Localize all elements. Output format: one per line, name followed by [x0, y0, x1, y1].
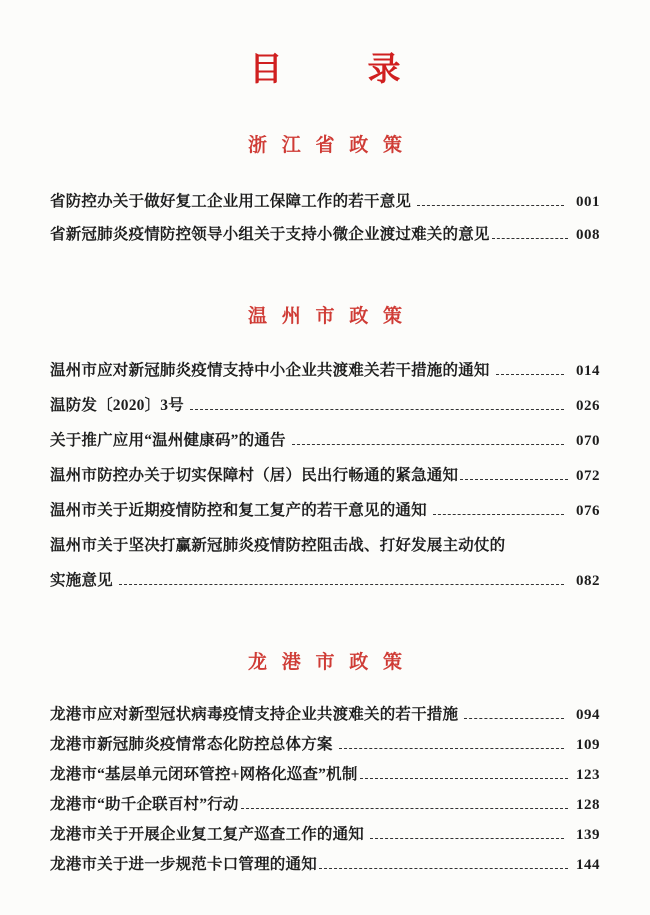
toc-entry-page: 070	[576, 433, 600, 450]
leader-dots	[417, 205, 564, 206]
toc-entry-page: 139	[576, 827, 600, 844]
toc-entry-page: 076	[576, 503, 600, 520]
leader-dots	[370, 838, 564, 839]
toc-entry-page: 014	[576, 363, 600, 380]
toc-entry-title: 龙港市应对新型冠状病毒疫情支持企业共渡难关的若干措施	[50, 706, 459, 724]
toc-entry-page: 072	[576, 468, 600, 485]
leader-dots	[464, 718, 564, 719]
toc-entry[interactable]	[50, 393, 600, 428]
toc-entry-page: 001	[576, 194, 600, 211]
entry-group-zhejiang	[50, 189, 600, 255]
toc-entry[interactable]	[50, 852, 600, 882]
toc-entry-page: 144	[576, 857, 600, 874]
leader-dots	[360, 778, 568, 779]
toc-entry-title: 龙港市关于开展企业复工复产巡查工作的通知	[50, 826, 365, 844]
toc-entry-title: 关于推广应用“温州健康码”的通告	[50, 432, 286, 450]
toc-entry-page: 026	[576, 398, 600, 415]
toc-entry-page: 082	[576, 573, 600, 590]
page-title: 目 录	[249, 52, 427, 88]
toc-entry-title: 龙港市“基层单元闭环管控+网格化巡查”机制	[50, 766, 358, 784]
leader-dots	[190, 409, 564, 410]
section-heading-wenzhou: 温 州 市 政 策	[247, 306, 407, 328]
section-heading-longgang: 龙 港 市 政 策	[247, 652, 407, 674]
leader-dots	[496, 374, 564, 375]
toc-entry-title: 温州市关于坚决打赢新冠肺炎疫情防控阻击战、打好发展主动仗的	[50, 537, 506, 555]
toc-entry-page: 094	[576, 707, 600, 724]
leader-dots	[492, 238, 568, 239]
toc-entry[interactable]	[50, 822, 600, 852]
leader-dots	[241, 808, 568, 809]
toc-entry-title: 龙港市新冠肺炎疫情常态化防控总体方案	[50, 736, 333, 754]
toc-entry-title: 温防发〔2020〕3号	[50, 397, 184, 415]
toc-entry[interactable]	[50, 189, 600, 222]
toc-entry-page: 109	[576, 737, 600, 754]
toc-entry[interactable]	[50, 762, 600, 792]
toc-entry-title: 温州市应对新冠肺炎疫情支持中小企业共渡难关若干措施的通知	[50, 362, 490, 380]
toc-entry-title: 温州市关于近期疫情防控和复工复产的若干意见的通知	[50, 502, 427, 520]
toc-entry-page: 128	[576, 797, 600, 814]
toc-entry-title: 龙港市关于进一步规范卡口管理的通知	[50, 856, 317, 874]
leader-dots	[292, 444, 564, 445]
toc-entry[interactable]	[50, 792, 600, 822]
toc-entry-page: 008	[576, 227, 600, 244]
toc-entry[interactable]	[50, 732, 600, 762]
toc-entry[interactable]	[50, 702, 600, 732]
toc-entry[interactable]	[50, 533, 600, 568]
entry-group-longgang	[50, 702, 600, 882]
toc-entry-title: 省防控办关于做好复工企业用工保障工作的若干意见	[50, 193, 412, 211]
toc-entry[interactable]	[50, 222, 600, 255]
toc-entry[interactable]	[50, 358, 600, 393]
leader-dots	[119, 584, 564, 585]
toc-entry[interactable]	[50, 428, 600, 463]
entry-group-wenzhou	[50, 358, 600, 603]
toc-entry-title: 龙港市“助千企联百村”行动	[50, 796, 239, 814]
toc-entry-page: 123	[576, 767, 600, 784]
leader-dots	[433, 514, 564, 515]
toc-entry-title: 温州市防控办关于切实保障村（居）民出行畅通的紧急通知	[50, 467, 459, 485]
toc-entry[interactable]	[50, 463, 600, 498]
toc-entry[interactable]	[50, 498, 600, 533]
toc-entry-title: 省新冠肺炎疫情防控领导小组关于支持小微企业渡过难关的意见	[50, 226, 490, 244]
leader-dots	[339, 748, 564, 749]
toc-entry-title: 实施意见	[50, 572, 113, 590]
toc-entry[interactable]	[50, 568, 600, 603]
leader-dots	[319, 868, 568, 869]
section-heading-zhejiang: 浙 江 省 政 策	[247, 135, 407, 157]
leader-dots	[460, 479, 568, 480]
